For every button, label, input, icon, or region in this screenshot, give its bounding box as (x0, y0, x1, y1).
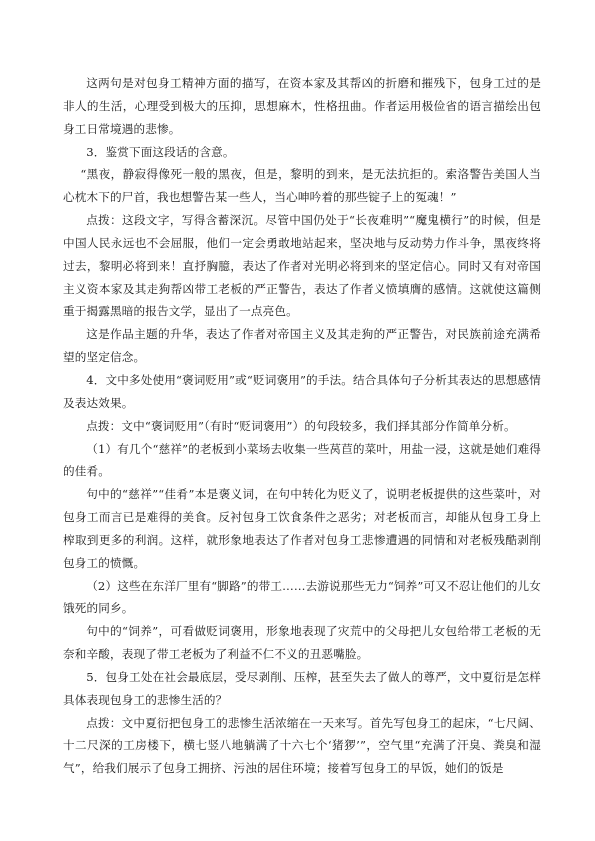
question-5: 5．包身工处在社会最底层，受尽剥削、压榨，甚至失去了做人的尊严，文中夏衍是怎样具体表现包身工的悲惨生活的？ (63, 669, 541, 707)
hint-5: 点拨：文中夏衍把包身工的悲惨生活浓缩在一天来写。首先写包身工的起床，“七尺阔、十二尺深的工房楼下，横七竖八地躺满了十六七个‘猪猡’”，空气里“充满了汗臭、粪臭和湿气”，给我们展示了包身工拥挤、污浊的居住环境；接着写包身工的早饭，她们的饭是 (63, 715, 541, 776)
hint-3: 点拨：这段文字，写得含蓄深沉。尽管中国仍处于“长夜难明”“魔鬼横行”的时候，但是中国人民永远也不会屈服，他们一定会勇敢地站起来，坚决地与反动势力作斗争，黑夜终将过去，黎明必将到来！直抒胸臆，表达了作者对光明必将到来的坚定信心。同时又有对帝国主义资本家及其走狗帮凶带工老板的严正警告，表达了作者义愤填膺的感情。这就使这篇侧重于揭露黑暗的报告文学，显出了一点亮色。 (63, 213, 541, 319)
analysis-2: 句中的“饲养”，可看做贬词褒用，形象地表现了灾荒中的父母把儿女包给带工老板的无奈和辛酸，表现了带工老板为了利益不仁不义的丑恶嘴脸。 (63, 624, 541, 662)
document-page (63, 72, 541, 780)
example-1: （1）有几个“慈祥”的老板到小菜场去收集一些莴苣的菜叶，用盐一浸，这就是她们难得的佳肴。 (63, 441, 541, 479)
analysis-1: 句中的“慈祥”“佳肴”本是褒义词，在句中转化为贬义了，说明老板提供的这些菜叶，对包身工而言已是难得的美食。反衬包身工饮食条件之恶劣；对老板而言，却能从包身工身上榨取到更多的利润。这样，就形象地表达了作者对包身工悲惨遭遇的同情和对老板残酷剥削包身工的愤慨。 (63, 487, 541, 570)
paragraph-intro: 这两句是对包身工精神方面的描写，在资本家及其帮凶的折磨和摧残下，包身工过的是非人的生活，心理受到极大的压抑，思想麻木，性格扭曲。作者运用极俭省的语言描绘出包身工日常境遇的悲惨。 (63, 76, 541, 136)
quotation: “黑夜，静寂得像死一般的黑夜，但是，黎明的到来，是无法抗拒的。索洛警告美国人当心枕木下的尸首，我也想警告某一些人，当心呻吟着的那些锭子上的冤魂！” (63, 167, 541, 205)
question-3: 3．鉴赏下面这段话的含意。 (86, 144, 235, 159)
example-2: （2）这些在东洋厂里有“脚路”的带工……去游说那些无力“饲养”可又不忍让他们的儿女饿死的同乡。 (63, 578, 541, 616)
hint-4: 点拨：文中“褒词贬用”（有时“贬词褒用”）的句段较多，我们择其部分作简单分析。 (86, 418, 516, 433)
question-4: 4．文中多处使用“褒词贬用”或“贬词褒用”的手法。结合具体句子分析其表达的思想感情及表达效果。 (63, 372, 541, 410)
paragraph-theme: 这是作品主题的升华，表达了作者对帝国主义及其走狗的严正警告，对民族前途充满希望的坚定信念。 (63, 327, 541, 365)
